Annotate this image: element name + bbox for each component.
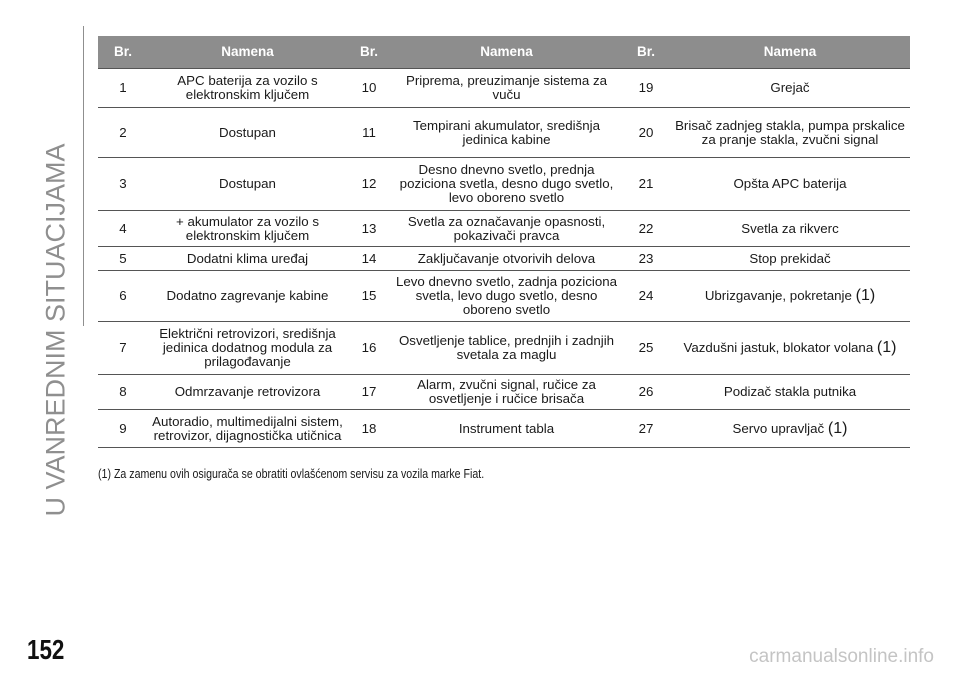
fuse-number: 21 xyxy=(622,158,670,211)
fuse-purpose: Svetla za označavanje opasnosti, pokazivači pravca xyxy=(391,211,622,247)
fuse-purpose: Osvetljenje tablice, prednjih i zadnjih svetala za maglu xyxy=(391,322,622,375)
fuse-purpose: Priprema, preuzimanje sistema za vuču xyxy=(391,69,622,108)
fuse-purpose: Opšta APC baterija xyxy=(670,158,910,211)
fuse-purpose: Električni retrovizori, središnja jedinica dodatnog modula za prilagođavanje xyxy=(148,322,347,375)
column-header-no: Br. xyxy=(98,36,148,69)
fuse-purpose: Autoradio, multimedijalni sistem, retrovizor, dijagnostička utičnica xyxy=(148,410,347,448)
fuse-purpose xyxy=(670,271,910,322)
watermark: carmanualsonline.info xyxy=(749,646,934,667)
section-divider xyxy=(83,26,84,326)
fuse-number: 3 xyxy=(98,158,148,211)
fuse-number: 4 xyxy=(98,211,148,247)
fuse-purpose: Tempirani akumulator, središnja jedinica kabine xyxy=(391,108,622,158)
fuse-purpose: Odmrzavanje retrovizora xyxy=(148,375,347,410)
fuse-purpose: Dostupan xyxy=(148,108,347,158)
fuse-number: 15 xyxy=(347,271,391,322)
fuse-number: 16 xyxy=(347,322,391,375)
table-row xyxy=(98,108,910,158)
fuse-number: 14 xyxy=(347,247,391,271)
fuse-number: 11 xyxy=(347,108,391,158)
table-row xyxy=(98,158,910,211)
footnote-marker: (1) xyxy=(876,339,897,356)
fuse-purpose: Zaključavanje otvorivih delova xyxy=(391,247,622,271)
fuse-purpose: Dodatno zagrevanje kabine xyxy=(148,271,347,322)
fuse-purpose: Alarm, zvučni signal, ručice za osvetljenje i ručice brisača xyxy=(391,375,622,410)
table-row xyxy=(98,211,910,247)
fuse-number: 9 xyxy=(98,410,148,448)
fuse-number: 26 xyxy=(622,375,670,410)
fuse-number: 24 xyxy=(622,271,670,322)
fuse-number: 10 xyxy=(347,69,391,108)
fuse-number: 23 xyxy=(622,247,670,271)
fuse-purpose: Svetla za rikverc xyxy=(670,211,910,247)
table-footnote: (1) Za zamenu ovih osigurača se obratiti ovlašćenom servisu za vozila marke Fiat. xyxy=(98,467,485,481)
column-header-purpose: Namena xyxy=(148,36,347,69)
fuse-number: 18 xyxy=(347,410,391,448)
table-row xyxy=(98,271,910,322)
fuse-purpose: Levo dnevno svetlo, zadnja poziciona svetla, levo dugo svetlo, desno oboreno svetlo xyxy=(391,271,622,322)
column-header-purpose: Namena xyxy=(670,36,910,69)
column-header-purpose: Namena xyxy=(391,36,622,69)
fuse-table xyxy=(98,36,910,448)
column-header-no: Br. xyxy=(347,36,391,69)
table-row xyxy=(98,375,910,410)
fuse-purpose: Instrument tabla xyxy=(391,410,622,448)
fuse-purpose-text: Servo upravljač xyxy=(732,420,825,436)
fuse-number: 1 xyxy=(98,69,148,108)
fuse-number: 6 xyxy=(98,271,148,322)
fuse-purpose: Dostupan xyxy=(148,158,347,211)
fuse-purpose: Brisač zadnjeg stakla, pumpa prskalice za pranje stakla, zvučni signal xyxy=(670,108,910,158)
fuse-purpose xyxy=(670,410,910,448)
fuse-purpose: Podizač stakla putnika xyxy=(670,375,910,410)
fuse-number: 25 xyxy=(622,322,670,375)
page-number: 152 xyxy=(27,634,65,665)
fuse-purpose-text: Ubrizgavanje, pokretanje xyxy=(704,288,852,303)
table-row xyxy=(98,247,910,271)
fuse-purpose: Dodatni klima uređaj xyxy=(148,247,347,271)
section-title-text: U VANREDNIM SITUACIJAMA xyxy=(40,143,71,517)
fuse-purpose: + akumulator za vozilo s elektronskim ključem xyxy=(148,211,347,247)
fuse-number: 17 xyxy=(347,375,391,410)
table-row xyxy=(98,322,910,375)
fuse-purpose xyxy=(670,322,910,375)
footnote-marker: (1) xyxy=(855,287,876,304)
fuse-number: 27 xyxy=(622,410,670,448)
table-row xyxy=(98,410,910,448)
fuse-purpose: APC baterija za vozilo s elektronskim ključem xyxy=(148,69,347,108)
fuse-number: 12 xyxy=(347,158,391,211)
table-header-row xyxy=(98,36,910,69)
table-row xyxy=(98,69,910,108)
fuse-purpose-text: Vazdušni jastuk, blokator volana xyxy=(683,340,874,355)
fuse-purpose: Desno dnevno svetlo, prednja poziciona svetla, desno dugo svetlo, levo oboreno svetlo xyxy=(391,158,622,211)
fuse-number: 2 xyxy=(98,108,148,158)
fuse-number: 19 xyxy=(622,69,670,108)
fuse-number: 22 xyxy=(622,211,670,247)
fuse-number: 8 xyxy=(98,375,148,410)
fuse-number: 13 xyxy=(347,211,391,247)
footnote-marker: (1) xyxy=(827,419,848,437)
fuse-purpose: Stop prekidač xyxy=(670,247,910,271)
fuse-number: 7 xyxy=(98,322,148,375)
fuse-number: 5 xyxy=(98,247,148,271)
fuse-purpose: Grejač xyxy=(670,69,910,108)
fuse-number: 20 xyxy=(622,108,670,158)
column-header-no: Br. xyxy=(622,36,670,69)
